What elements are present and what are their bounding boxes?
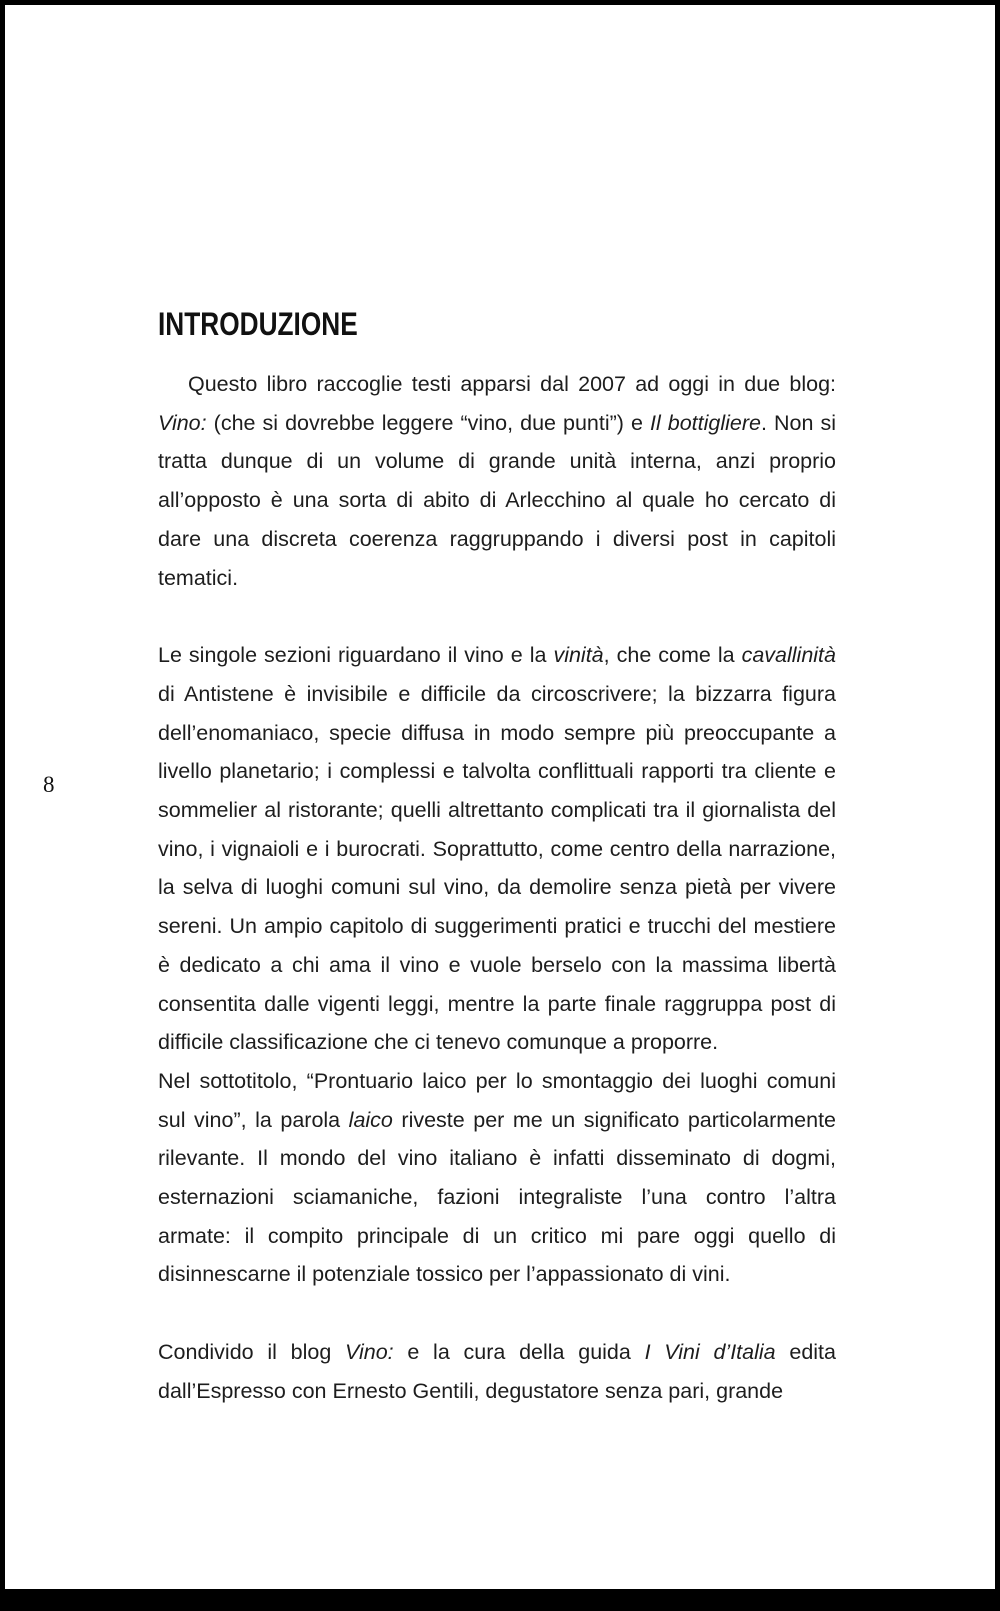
italic-text-run: Vino:: [158, 410, 207, 435]
page-title: INTRODUZIONE: [158, 306, 358, 342]
text-run: e la cura della guida: [393, 1340, 645, 1365]
text-run: , che come la: [603, 643, 742, 668]
text-run: . Non si tratta dunque di un volume di grande unità interna, anzi proprio all’opposto è una sorta di abito di Arlecchino al quale ho cercato di dare una discreta coerenza raggruppando i diversi post in capitoli tematici.: [158, 410, 837, 590]
italic-text-run: Il bottigliere: [649, 410, 761, 435]
paragraph: [158, 365, 836, 597]
text-run: Le singole sezioni riguardano il vino e la: [158, 643, 554, 668]
paragraph: [158, 1333, 836, 1410]
italic-text-run: cavallinità: [741, 643, 836, 668]
text-run: Questo libro raccoglie testi apparsi dal 2007 ad oggi in due blog:: [188, 372, 836, 396]
italic-text-run: Vino:: [345, 1340, 394, 1365]
text-run: (che si dovrebbe leggere “vino, due punti”) e: [206, 410, 650, 435]
paragraph: [158, 1062, 836, 1294]
text-run: di Antistene è invisibile e difficile da circoscrivere; la bizzarra figura dell’enomaniaco, specie diffusa in modo sempre più preoccupante a livello planetario; i complessi e talvolta conflittuali rapporti tra cliente e sommelier al ristorante; quelli altrettanto complicati tra il giornalista del vino, i vignaioli e i burocrati. Soprattutto, come centro della narrazione, la selva di luoghi comuni sul vino, da demolire senza pietà per vivere sereni. Un ampio capitolo di suggerimenti pratici e trucchi del mestiere è dedicato a chi ama il vino e vuole berselo con la massima libertà consentita dalle vigenti leggi, mentre la parte finale raggruppa post di difficile classificazione che ci tenevo comunque a proporre.: [158, 681, 836, 1055]
paragraph: [158, 636, 836, 1062]
italic-text-run: I Vini d’Italia: [644, 1340, 776, 1365]
body-text: [158, 365, 836, 1411]
page-number: 8: [43, 772, 55, 797]
italic-text-run: laico: [348, 1107, 393, 1132]
text-run: edita dall’Espresso con Ernesto Gentili, degustatore senza pari, grande: [158, 1340, 836, 1403]
text-run: Condivido il blog: [158, 1340, 346, 1365]
text-run: Nel sottotitolo, “Prontuario laico per lo smontaggio dei luoghi comuni sul vino”, la parola: [158, 1068, 836, 1132]
italic-text-run: vinità: [553, 643, 604, 668]
text-run: riveste per me un significato particolarmente rilevante. Il mondo del vino italiano è infatti disseminato di dogmi, esternazioni sciamaniche, fazioni integraliste l’una contro l’altra armate: il compito principale di un critico mi pare oggi quello di disinnescarne il potenziale tossico per l’appassionato di vini.: [158, 1107, 837, 1287]
